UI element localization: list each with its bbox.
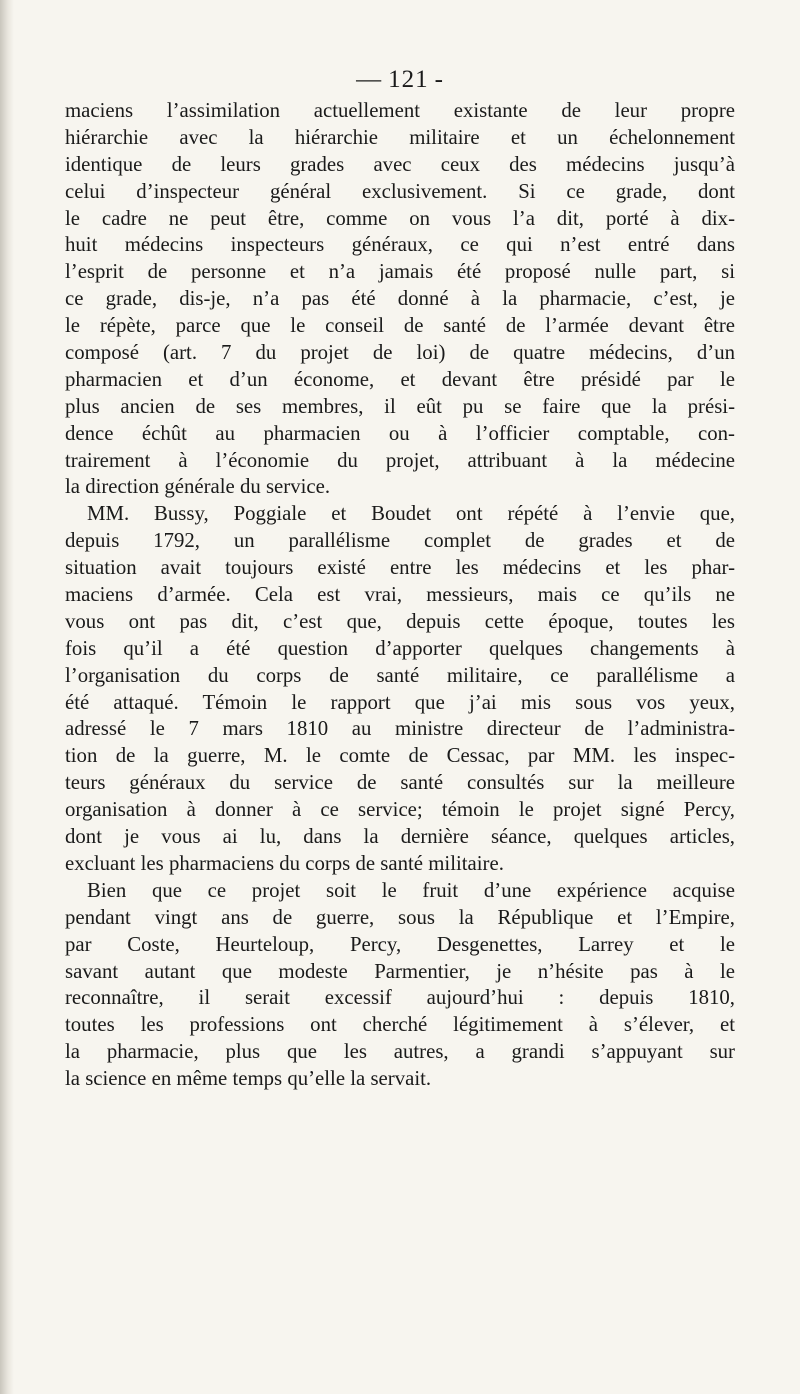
binding-shadow: [0, 0, 14, 1394]
text-line: teurs généraux du service de santé consultés sur la meilleure: [65, 771, 735, 795]
text-line: l’organisation du corps de santé militaire, ce parallélisme a: [65, 663, 735, 687]
text-line: pharmacien et d’un économe, et devant être présidé par le: [65, 367, 735, 391]
text-line: identique de leurs grades avec ceux des médecins jusqu’à: [65, 152, 735, 176]
text-line: la pharmacie, plus que les autres, a grandi s’appuyant sur: [65, 1040, 735, 1064]
text-line: savant autant que modeste Parmentier, je n’hésite pas à le: [65, 959, 735, 983]
body-text: [65, 98, 735, 1093]
text-line: dence échût au pharmacien ou à l’officier comptable, con-: [65, 421, 735, 445]
page-header: [0, 66, 800, 94]
text-line: huit médecins inspecteurs généraux, ce qui n’est entré dans: [65, 233, 735, 257]
text-line: composé (art. 7 du projet de loi) de quatre médecins, d’un: [65, 341, 735, 365]
text-line: reconnaître, il serait excessif aujourd’hui : depuis 1810,: [65, 986, 735, 1010]
text-line: la direction générale du service.: [65, 475, 331, 499]
header-dash-left: —: [356, 66, 383, 93]
page-number: 121: [388, 66, 429, 93]
text-line: MM. Bussy, Poggiale et Boudet ont répété à l’envie que,: [87, 502, 735, 526]
text-line: hiérarchie avec la hiérarchie militaire et un échelonnement: [65, 125, 735, 149]
text-line: ce grade, dis-je, n’a pas été donné à la pharmacie, c’est, je: [65, 287, 735, 311]
text-line: trairement à l’économie du projet, attribuant à la médecine: [65, 448, 735, 472]
text-line: la science en même temps qu’elle la servait.: [65, 1067, 432, 1091]
text-line: situation avait toujours existé entre les médecins et les phar-: [65, 556, 735, 580]
text-line: depuis 1792, un parallélisme complet de grades et de: [65, 529, 735, 553]
text-line: celui d’inspecteur général exclusivement. Si ce grade, dont: [65, 179, 735, 203]
text-line: été attaqué. Témoin le rapport que j’ai mis sous vos yeux,: [65, 690, 735, 714]
text-line: le répète, parce que le conseil de santé de l’armée devant être: [65, 314, 735, 338]
text-line: toutes les professions ont cherché légitimement à s’élever, et: [65, 1013, 735, 1037]
text-line: pendant vingt ans de guerre, sous la République et l’Empire,: [65, 905, 735, 929]
text-line: tion de la guerre, M. le comte de Cessac, par MM. les inspec-: [65, 744, 735, 768]
text-line: l’esprit de personne et n’a jamais été proposé nulle part, si: [65, 260, 735, 284]
text-line: organisation à donner à ce service; témoin le projet signé Percy,: [65, 798, 735, 822]
text-line: excluant les pharmaciens du corps de santé militaire.: [65, 851, 504, 875]
header-dash-right: -: [434, 66, 444, 93]
text-line: maciens d’armée. Cela est vrai, messieurs, mais ce qu’ils ne: [65, 583, 735, 607]
text-line: le cadre ne peut être, comme on vous l’a dit, porté à dix-: [65, 206, 735, 230]
text-line: fois qu’il a été question d’apporter quelques changements à: [65, 636, 735, 660]
text-line: plus ancien de ses membres, il eût pu se faire que la prési-: [65, 394, 735, 418]
text-line: vous ont pas dit, c’est que, depuis cette époque, toutes les: [65, 609, 735, 633]
text-line: dont je vous ai lu, dans la dernière séance, quelques articles,: [65, 825, 735, 849]
text-line: par Coste, Heurteloup, Percy, Desgenettes, Larrey et le: [65, 932, 735, 956]
text-line: Bien que ce projet soit le fruit d’une expérience acquise: [87, 878, 735, 902]
text-line: adressé le 7 mars 1810 au ministre directeur de l’administra-: [65, 717, 735, 741]
text-line: maciens l’assimilation actuellement existante de leur propre: [65, 99, 735, 122]
